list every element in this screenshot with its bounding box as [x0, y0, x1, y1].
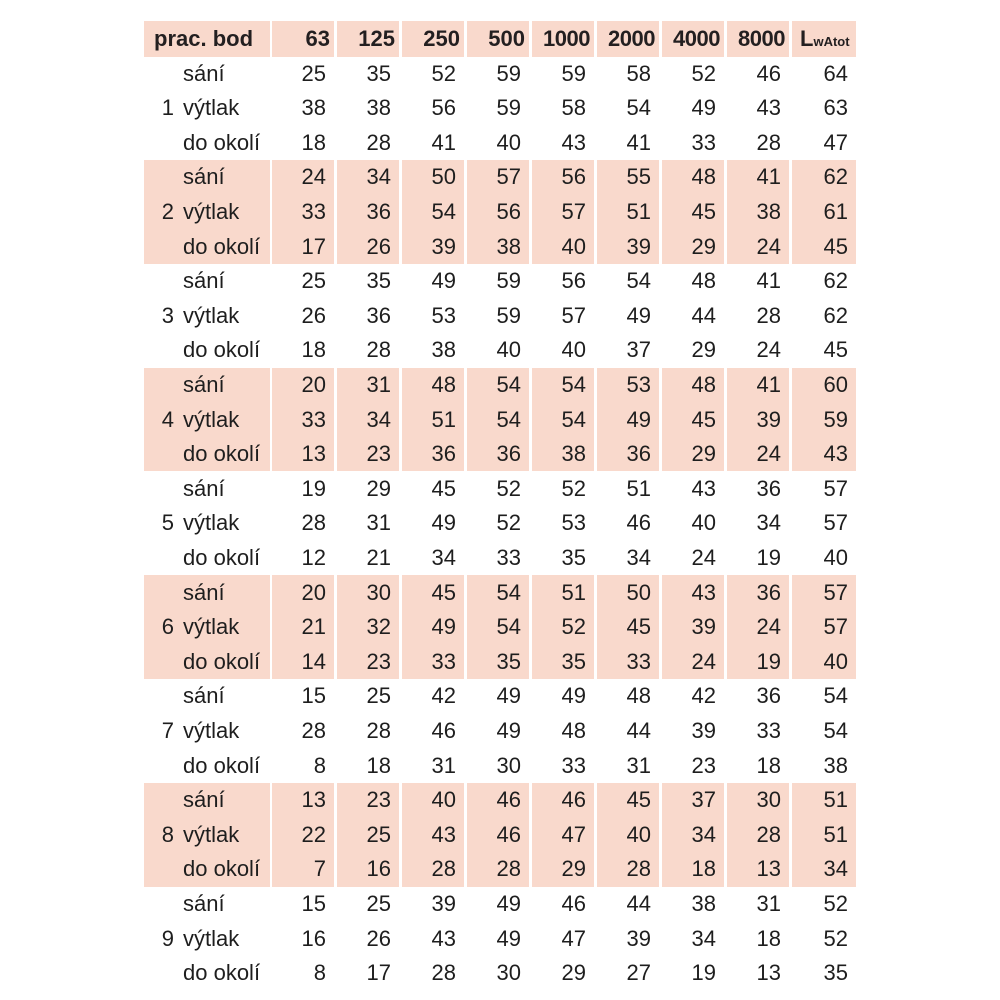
value-cell: 34	[691, 925, 716, 951]
value-cell: 43	[431, 925, 456, 951]
value-cell: 40	[496, 337, 521, 363]
value-cell: 8	[313, 960, 326, 986]
value-cell: 52	[691, 60, 716, 86]
value-cell: 57	[561, 198, 586, 224]
value-cell: 56	[561, 164, 586, 190]
group-number: 2	[161, 198, 174, 224]
group-number: 6	[161, 614, 174, 640]
value-cell: 52	[561, 614, 586, 640]
total-value: 62	[823, 302, 848, 328]
value-cell: 54	[626, 268, 651, 294]
total-value: 43	[823, 441, 848, 467]
value-cell: 59	[496, 302, 521, 328]
value-cell: 28	[756, 821, 781, 847]
value-cell: 29	[691, 441, 716, 467]
value-cell: 34	[691, 821, 716, 847]
total-value: 57	[823, 614, 848, 640]
value-cell: 54	[496, 614, 521, 640]
value-cell: 36	[496, 441, 521, 467]
value-cell: 56	[431, 95, 456, 121]
value-cell: 36	[756, 579, 781, 605]
total-value: 47	[823, 129, 848, 155]
value-cell: 55	[626, 164, 651, 190]
value-cell: 45	[691, 406, 716, 432]
row-label: do okolí	[183, 856, 261, 882]
value-cell: 28	[301, 510, 326, 536]
value-cell: 31	[366, 371, 391, 397]
row-label: výtlak	[183, 95, 240, 121]
value-cell: 43	[756, 95, 781, 121]
value-cell: 39	[691, 717, 716, 743]
value-cell: 50	[626, 579, 651, 605]
value-cell: 38	[756, 198, 781, 224]
value-cell: 49	[561, 683, 586, 709]
value-cell: 23	[366, 441, 391, 467]
total-value: 45	[823, 233, 848, 259]
value-cell: 40	[691, 510, 716, 536]
value-cell: 45	[626, 614, 651, 640]
row-label: do okolí	[183, 233, 261, 259]
value-cell: 33	[691, 129, 716, 155]
value-cell: 25	[301, 60, 326, 86]
value-cell: 24	[301, 164, 326, 190]
value-cell: 35	[366, 268, 391, 294]
value-cell: 36	[366, 302, 391, 328]
value-cell: 31	[431, 752, 456, 778]
value-cell: 28	[301, 717, 326, 743]
header-frequency: 2000	[608, 26, 655, 51]
row-label: sání	[183, 371, 225, 397]
value-cell: 33	[626, 648, 651, 674]
value-cell: 33	[496, 544, 521, 570]
value-cell: 28	[626, 856, 651, 882]
value-cell: 49	[431, 510, 456, 536]
row-label: sání	[183, 268, 225, 294]
value-cell: 42	[431, 683, 456, 709]
value-cell: 59	[496, 95, 521, 121]
value-cell: 54	[561, 406, 586, 432]
total-value: 45	[823, 337, 848, 363]
value-cell: 40	[626, 821, 651, 847]
value-cell: 54	[496, 579, 521, 605]
value-cell: 19	[691, 960, 716, 986]
value-cell: 29	[561, 856, 586, 882]
value-cell: 42	[691, 683, 716, 709]
value-cell: 54	[626, 95, 651, 121]
value-cell: 13	[301, 787, 326, 813]
header-total-main: L	[800, 26, 814, 51]
total-value: 35	[823, 960, 848, 986]
value-cell: 24	[756, 441, 781, 467]
value-cell: 48	[691, 268, 716, 294]
value-cell: 39	[431, 233, 456, 259]
value-cell: 38	[561, 441, 586, 467]
value-cell: 28	[366, 129, 391, 155]
value-cell: 53	[431, 302, 456, 328]
value-cell: 40	[431, 787, 456, 813]
value-cell: 48	[561, 717, 586, 743]
value-cell: 43	[431, 821, 456, 847]
group-number: 8	[161, 821, 174, 847]
value-cell: 40	[561, 233, 586, 259]
value-cell: 34	[366, 164, 391, 190]
value-cell: 24	[756, 614, 781, 640]
value-cell: 43	[691, 475, 716, 501]
row-label: sání	[183, 60, 225, 86]
value-cell: 54	[431, 198, 456, 224]
value-cell: 28	[366, 337, 391, 363]
value-cell: 46	[496, 787, 521, 813]
value-cell: 12	[301, 544, 326, 570]
value-cell: 28	[756, 302, 781, 328]
value-cell: 49	[496, 717, 521, 743]
total-value: 40	[823, 648, 848, 674]
header-label: prac. bod	[154, 26, 254, 51]
value-cell: 32	[366, 614, 391, 640]
value-cell: 46	[561, 890, 586, 916]
value-cell: 18	[366, 752, 391, 778]
total-value: 62	[823, 164, 848, 190]
row-label: výtlak	[183, 925, 240, 951]
value-cell: 20	[301, 579, 326, 605]
total-value: 60	[823, 371, 848, 397]
value-cell: 7	[313, 856, 326, 882]
value-cell: 20	[301, 371, 326, 397]
row-label: výtlak	[183, 198, 240, 224]
value-cell: 43	[691, 579, 716, 605]
total-value: 51	[823, 787, 848, 813]
total-value: 62	[823, 268, 848, 294]
row-label: sání	[183, 787, 225, 813]
value-cell: 15	[301, 890, 326, 916]
value-cell: 33	[756, 717, 781, 743]
header-frequency: 125	[358, 26, 395, 51]
row-label: do okolí	[183, 960, 261, 986]
value-cell: 59	[496, 60, 521, 86]
value-cell: 17	[366, 960, 391, 986]
value-cell: 36	[431, 441, 456, 467]
value-cell: 48	[626, 683, 651, 709]
value-cell: 39	[691, 614, 716, 640]
value-cell: 29	[691, 337, 716, 363]
value-cell: 25	[366, 683, 391, 709]
value-cell: 50	[431, 164, 456, 190]
value-cell: 45	[691, 198, 716, 224]
group-number: 3	[161, 302, 174, 328]
total-value: 57	[823, 579, 848, 605]
value-cell: 26	[366, 233, 391, 259]
value-cell: 47	[561, 925, 586, 951]
value-cell: 48	[431, 371, 456, 397]
row-label: výtlak	[183, 406, 240, 432]
value-cell: 36	[756, 683, 781, 709]
value-cell: 36	[366, 198, 391, 224]
total-value: 63	[823, 95, 848, 121]
value-cell: 39	[756, 406, 781, 432]
row-label: výtlak	[183, 302, 240, 328]
total-value: 57	[823, 475, 848, 501]
value-cell: 18	[301, 129, 326, 155]
value-cell: 41	[756, 371, 781, 397]
total-value: 34	[823, 856, 848, 882]
total-value: 40	[823, 544, 848, 570]
value-cell: 49	[431, 614, 456, 640]
group-number: 5	[161, 510, 174, 536]
value-cell: 45	[431, 475, 456, 501]
value-cell: 45	[626, 787, 651, 813]
value-cell: 49	[691, 95, 716, 121]
value-cell: 17	[301, 233, 326, 259]
value-cell: 49	[496, 683, 521, 709]
value-cell: 58	[561, 95, 586, 121]
header-frequency: 500	[488, 26, 525, 51]
value-cell: 33	[301, 406, 326, 432]
value-cell: 52	[561, 475, 586, 501]
value-cell: 34	[366, 406, 391, 432]
value-cell: 33	[431, 648, 456, 674]
value-cell: 28	[366, 717, 391, 743]
value-cell: 49	[626, 406, 651, 432]
value-cell: 51	[431, 406, 456, 432]
row-label: do okolí	[183, 337, 261, 363]
header-frequency: 8000	[738, 26, 785, 51]
value-cell: 41	[756, 164, 781, 190]
total-value: 64	[823, 60, 848, 86]
total-value: 54	[823, 683, 848, 709]
value-cell: 51	[626, 198, 651, 224]
value-cell: 38	[301, 95, 326, 121]
value-cell: 54	[496, 406, 521, 432]
value-cell: 21	[301, 614, 326, 640]
value-cell: 23	[691, 752, 716, 778]
value-cell: 57	[496, 164, 521, 190]
value-cell: 38	[431, 337, 456, 363]
row-label: do okolí	[183, 129, 261, 155]
value-cell: 46	[496, 821, 521, 847]
group-number: 1	[161, 95, 174, 121]
value-cell: 8	[313, 752, 326, 778]
value-cell: 25	[366, 821, 391, 847]
value-cell: 28	[431, 856, 456, 882]
value-cell: 38	[366, 95, 391, 121]
value-cell: 54	[561, 371, 586, 397]
header-total-level	[800, 22, 850, 56]
value-cell: 28	[496, 856, 521, 882]
value-cell: 26	[366, 925, 391, 951]
value-cell: 58	[626, 60, 651, 86]
value-cell: 59	[561, 60, 586, 86]
row-label: do okolí	[183, 544, 261, 570]
header-frequency: 4000	[673, 26, 720, 51]
value-cell: 16	[366, 856, 391, 882]
value-cell: 48	[691, 371, 716, 397]
value-cell: 22	[301, 821, 326, 847]
value-cell: 44	[691, 302, 716, 328]
value-cell: 18	[756, 925, 781, 951]
value-cell: 49	[626, 302, 651, 328]
value-cell: 33	[561, 752, 586, 778]
row-label: sání	[183, 579, 225, 605]
value-cell: 29	[691, 233, 716, 259]
value-cell: 35	[561, 544, 586, 570]
value-cell: 45	[431, 579, 456, 605]
row-label: do okolí	[183, 648, 261, 674]
value-cell: 39	[626, 925, 651, 951]
header-frequency: 63	[305, 26, 330, 51]
value-cell: 49	[496, 925, 521, 951]
value-cell: 30	[366, 579, 391, 605]
value-cell: 49	[431, 268, 456, 294]
value-cell: 18	[756, 752, 781, 778]
total-value: 54	[823, 717, 848, 743]
value-cell: 56	[561, 268, 586, 294]
value-cell: 56	[496, 198, 521, 224]
value-cell: 27	[626, 960, 651, 986]
value-cell: 29	[561, 960, 586, 986]
value-cell: 34	[626, 544, 651, 570]
value-cell: 31	[626, 752, 651, 778]
value-cell: 34	[756, 510, 781, 536]
group-number: 4	[161, 406, 174, 432]
value-cell: 30	[496, 752, 521, 778]
total-value: 57	[823, 510, 848, 536]
total-value: 38	[823, 752, 848, 778]
value-cell: 46	[431, 717, 456, 743]
value-cell: 36	[756, 475, 781, 501]
header-total-sub: wAtot	[813, 34, 850, 49]
value-cell: 46	[626, 510, 651, 536]
value-cell: 59	[496, 268, 521, 294]
value-cell: 30	[496, 960, 521, 986]
value-cell: 30	[756, 787, 781, 813]
value-cell: 28	[756, 129, 781, 155]
header-frequency: 250	[423, 26, 460, 51]
value-cell: 36	[626, 441, 651, 467]
value-cell: 35	[561, 648, 586, 674]
value-cell: 35	[366, 60, 391, 86]
value-cell: 38	[496, 233, 521, 259]
row-label: sání	[183, 890, 225, 916]
value-cell: 37	[691, 787, 716, 813]
value-cell: 41	[626, 129, 651, 155]
value-cell: 19	[756, 544, 781, 570]
value-cell: 52	[496, 475, 521, 501]
value-cell: 14	[301, 648, 326, 674]
row-label: výtlak	[183, 821, 240, 847]
value-cell: 43	[561, 129, 586, 155]
value-cell: 40	[496, 129, 521, 155]
value-cell: 16	[301, 925, 326, 951]
value-cell: 40	[561, 337, 586, 363]
value-cell: 31	[756, 890, 781, 916]
value-cell: 13	[301, 441, 326, 467]
value-cell: 47	[561, 821, 586, 847]
value-cell: 24	[756, 233, 781, 259]
row-label: do okolí	[183, 441, 261, 467]
value-cell: 39	[431, 890, 456, 916]
value-cell: 26	[301, 302, 326, 328]
value-cell: 18	[301, 337, 326, 363]
header-frequency: 1000	[543, 26, 590, 51]
row-label: výtlak	[183, 510, 240, 536]
value-cell: 41	[431, 129, 456, 155]
value-cell: 53	[626, 371, 651, 397]
row-label: výtlak	[183, 614, 240, 640]
value-cell: 25	[301, 268, 326, 294]
total-value: 61	[823, 198, 848, 224]
row-label: sání	[183, 164, 225, 190]
value-cell: 23	[366, 648, 391, 674]
value-cell: 28	[431, 960, 456, 986]
total-value: 51	[823, 821, 848, 847]
value-cell: 46	[561, 787, 586, 813]
value-cell: 38	[691, 890, 716, 916]
value-cell: 54	[496, 371, 521, 397]
value-cell: 19	[301, 475, 326, 501]
value-cell: 41	[756, 268, 781, 294]
value-cell: 53	[561, 510, 586, 536]
row-label: sání	[183, 475, 225, 501]
value-cell: 44	[626, 890, 651, 916]
value-cell: 18	[691, 856, 716, 882]
value-cell: 15	[301, 683, 326, 709]
value-cell: 13	[756, 960, 781, 986]
total-value: 59	[823, 406, 848, 432]
total-value: 52	[823, 925, 848, 951]
value-cell: 37	[626, 337, 651, 363]
value-cell: 44	[626, 717, 651, 743]
value-cell: 31	[366, 510, 391, 536]
value-cell: 34	[431, 544, 456, 570]
value-cell: 39	[626, 233, 651, 259]
value-cell: 25	[366, 890, 391, 916]
row-label: výtlak	[183, 717, 240, 743]
value-cell: 52	[496, 510, 521, 536]
value-cell: 24	[691, 544, 716, 570]
value-cell: 52	[431, 60, 456, 86]
value-cell: 13	[756, 856, 781, 882]
value-cell: 35	[496, 648, 521, 674]
value-cell: 19	[756, 648, 781, 674]
group-number: 9	[161, 925, 174, 951]
value-cell: 48	[691, 164, 716, 190]
value-cell: 29	[366, 475, 391, 501]
value-cell: 21	[366, 544, 391, 570]
total-value: 52	[823, 890, 848, 916]
row-label: do okolí	[183, 752, 261, 778]
value-cell: 33	[301, 198, 326, 224]
value-cell: 24	[691, 648, 716, 674]
value-cell: 51	[561, 579, 586, 605]
row-label: sání	[183, 683, 225, 709]
value-cell: 46	[756, 60, 781, 86]
value-cell: 51	[626, 475, 651, 501]
value-cell: 57	[561, 302, 586, 328]
value-cell: 24	[756, 337, 781, 363]
value-cell: 23	[366, 787, 391, 813]
value-cell: 49	[496, 890, 521, 916]
group-number: 7	[161, 717, 174, 743]
